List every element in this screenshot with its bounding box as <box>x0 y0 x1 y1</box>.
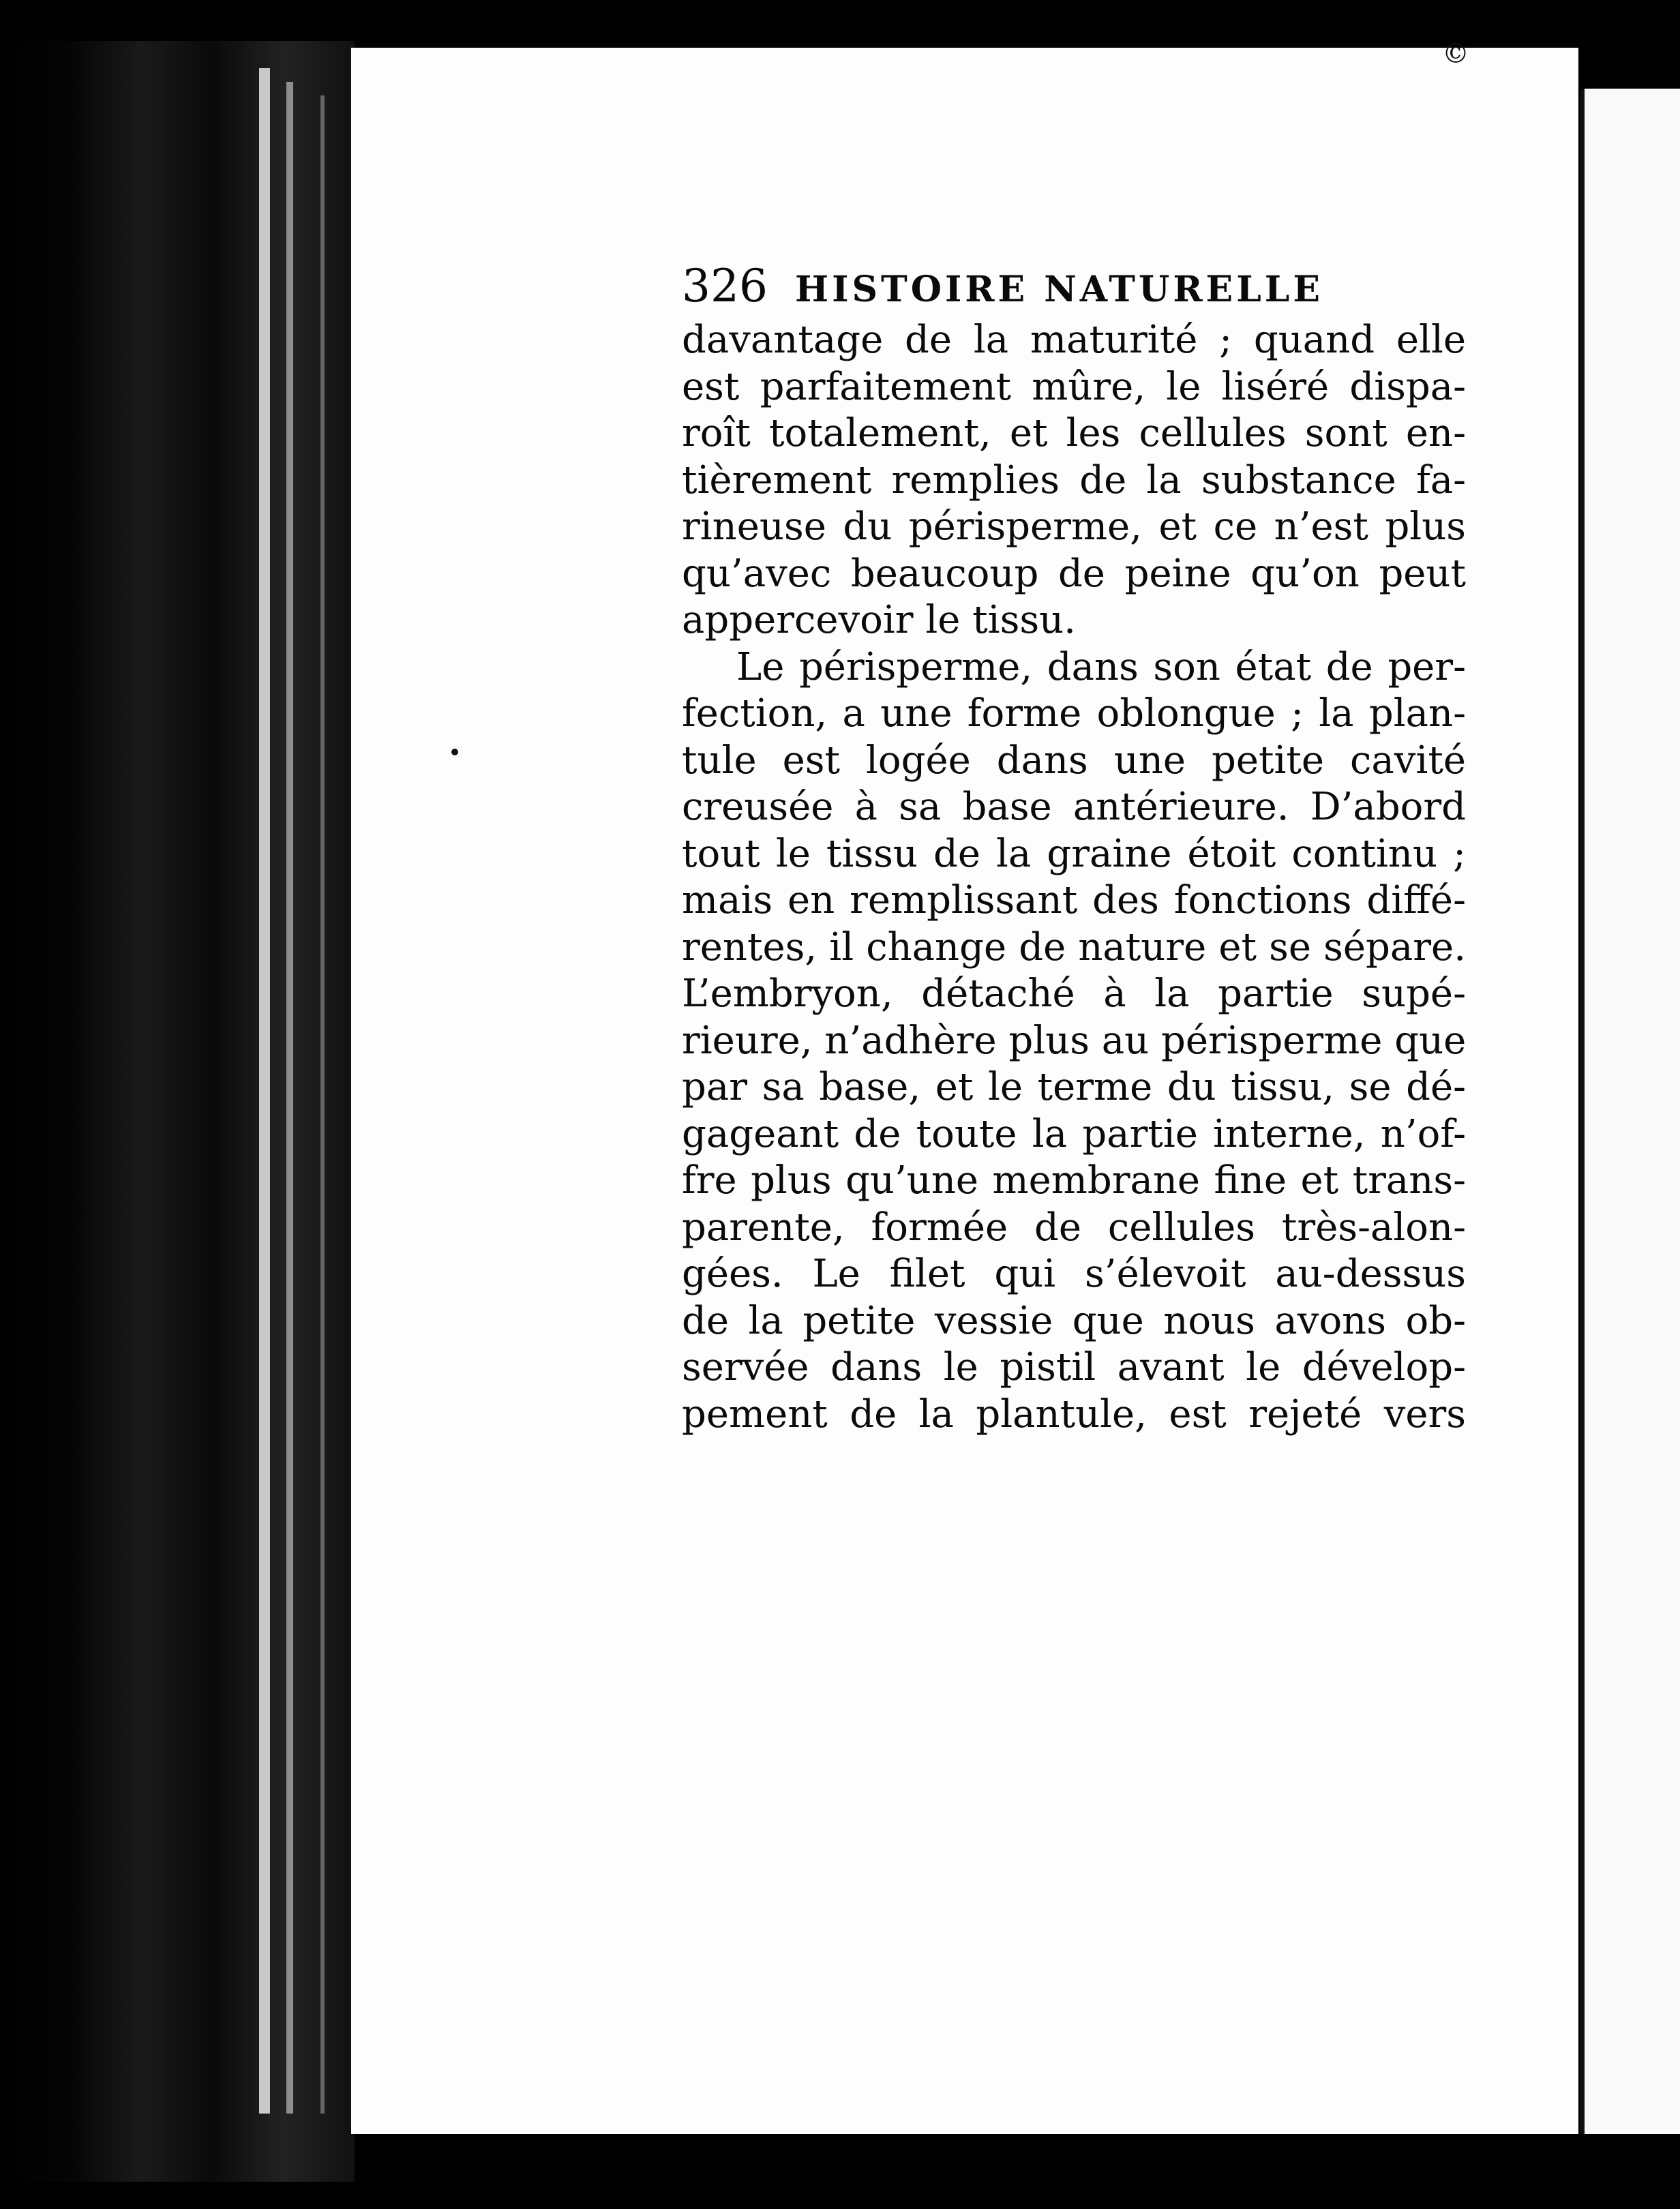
text-line: fre plus qu’une membrane fine et trans- <box>682 1158 1466 1203</box>
text-line: tièrement remplies de la substance fa- <box>682 457 1466 502</box>
text-line: pement de la plantule, est rejeté vers <box>682 1392 1466 1437</box>
facing-page-edge <box>1580 89 1680 2134</box>
page-number: 326 <box>682 260 768 312</box>
text-line: L’embryon, détaché à la partie supé- <box>682 972 1466 1016</box>
running-head: HISTOIRE NATURELLE <box>794 269 1323 310</box>
copyright-mark: © <box>1442 38 1469 70</box>
text-line: roît totalement, et les cellules sont en- <box>682 411 1466 455</box>
text-line: gageant de toute la partie interne, n’of- <box>682 1111 1466 1156</box>
page-header <box>682 256 1466 317</box>
text-line: appercevoir le tissu. <box>682 598 1076 642</box>
text-line: tule est logée dans une petite cavité <box>682 738 1466 783</box>
text-line: tout le tissu de la graine étoit continu ; <box>682 831 1466 876</box>
text-line: rineuse du périsperme, et ce n’est plus <box>682 505 1466 549</box>
text-line: creusée à sa base antérieure. D’abord <box>682 785 1466 829</box>
text-line: mais en remplissant des fonctions diffé- <box>682 878 1466 922</box>
text-line: de la petite vessie que nous avons ob- <box>682 1298 1466 1343</box>
text-line: qu’avec beaucoup de peine qu’on peut <box>682 551 1466 596</box>
text-line: davantage de la maturité ; quand elle <box>682 318 1466 362</box>
text-line: fection, a une forme oblongue ; la plan- <box>682 691 1466 736</box>
text-line: Le périsperme, dans son état de per- <box>736 644 1466 689</box>
ink-speck <box>451 749 458 755</box>
page-edge-streak <box>259 68 270 2114</box>
page-text <box>682 256 1466 1438</box>
page-edge-streak <box>286 82 293 2114</box>
text-line: rentes, il change de nature et se sépare. <box>682 925 1466 970</box>
text-line: gées. Le filet qui s’élevoit au-dessus <box>682 1252 1466 1296</box>
text-line: est parfaitement mûre, le liséré dispa- <box>682 364 1466 409</box>
text-line: parente, formée de cellules très-alon- <box>682 1205 1466 1250</box>
text-line: rieure, n’adhère plus au périsperme que <box>682 1018 1467 1063</box>
text-line: par sa base, et le terme du tissu, se dé- <box>682 1065 1466 1109</box>
text-line: servée dans le pistil avant le dévelop- <box>682 1345 1466 1389</box>
page-edge-streak <box>320 95 325 2114</box>
book-spine-edge <box>0 41 355 2182</box>
